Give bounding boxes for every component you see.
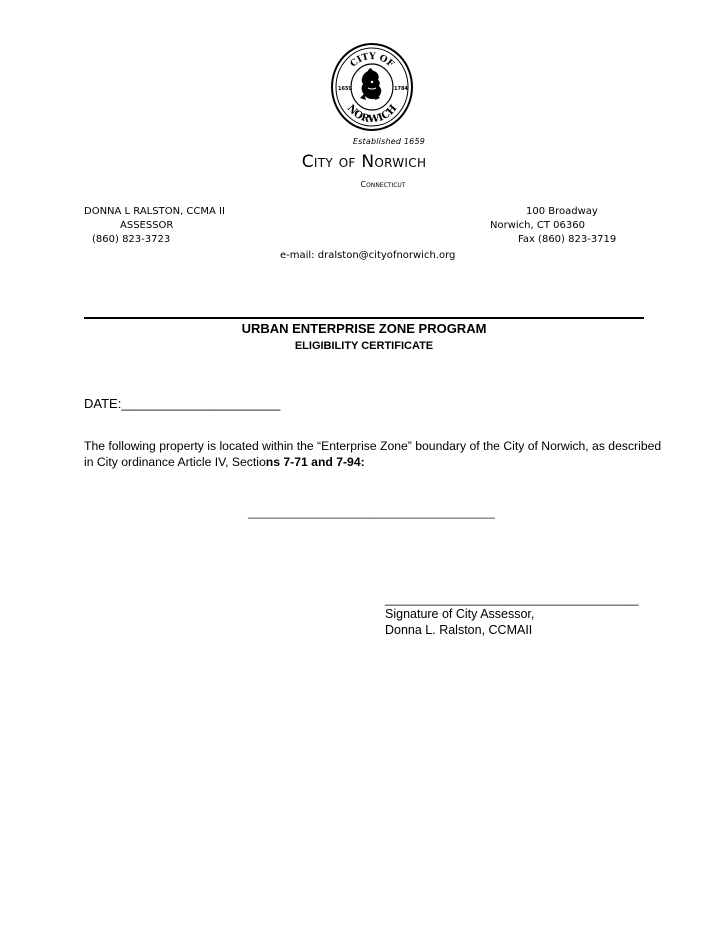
address-fax: Fax (860) 823-3719 xyxy=(518,234,617,245)
signature-blank: ______________________________________ xyxy=(385,592,639,606)
statement-sections: ns 7-71 and 7-94: xyxy=(265,455,365,469)
assessor-name: DONNA L RALSTON, CCMA II xyxy=(84,206,225,217)
state-text xyxy=(0,180,728,189)
signature-name: Donna L. Ralston, CCMAII xyxy=(385,623,533,637)
program-subtitle: ELIGIBILITY CERTIFICATE xyxy=(294,340,434,352)
statement-text: The following property is located within the “Enterprise Zone” boundary of the City of Norwich, as described in City ordinance Article IV, Sectio xyxy=(84,439,662,469)
svg-text:CITY OF xyxy=(349,52,396,70)
date-blank: ______________________ xyxy=(121,396,281,411)
property-blank: _____________________________________ xyxy=(248,505,495,519)
seal-top-text: CITY OF xyxy=(348,51,396,70)
seal-bottom-text: NORWICH xyxy=(344,102,400,126)
program-title: URBAN ENTERPRISE ZONE PROGRAM xyxy=(241,321,487,336)
date-field xyxy=(84,396,280,411)
seal-right-year: 1784 xyxy=(394,86,408,92)
assessor-block xyxy=(84,205,225,247)
svg-text:NORWICH xyxy=(345,103,400,125)
established-text: Established 1659 xyxy=(352,137,426,146)
email-text: e-mail: dralston@cityofnorwich.org xyxy=(280,250,456,261)
city-name-heading xyxy=(0,152,728,172)
header-divider xyxy=(84,317,644,319)
city-seal-icon xyxy=(330,42,414,132)
address-block xyxy=(490,205,630,247)
seal-left-year: 1659 xyxy=(338,86,352,92)
address-street: 100 Broadway xyxy=(526,206,598,217)
date-label: DATE: xyxy=(84,396,122,411)
address-city: Norwich, CT 06360 xyxy=(490,220,585,231)
assessor-title: ASSESSOR xyxy=(120,220,174,231)
signature-block xyxy=(385,606,534,638)
state-label: Connecticut xyxy=(360,180,406,189)
eligibility-statement xyxy=(84,438,664,470)
assessor-phone: (860) 823-3723 xyxy=(92,234,171,245)
city-name-text: City of Norwich xyxy=(301,152,427,172)
signature-caption: Signature of City Assessor, xyxy=(385,607,535,621)
